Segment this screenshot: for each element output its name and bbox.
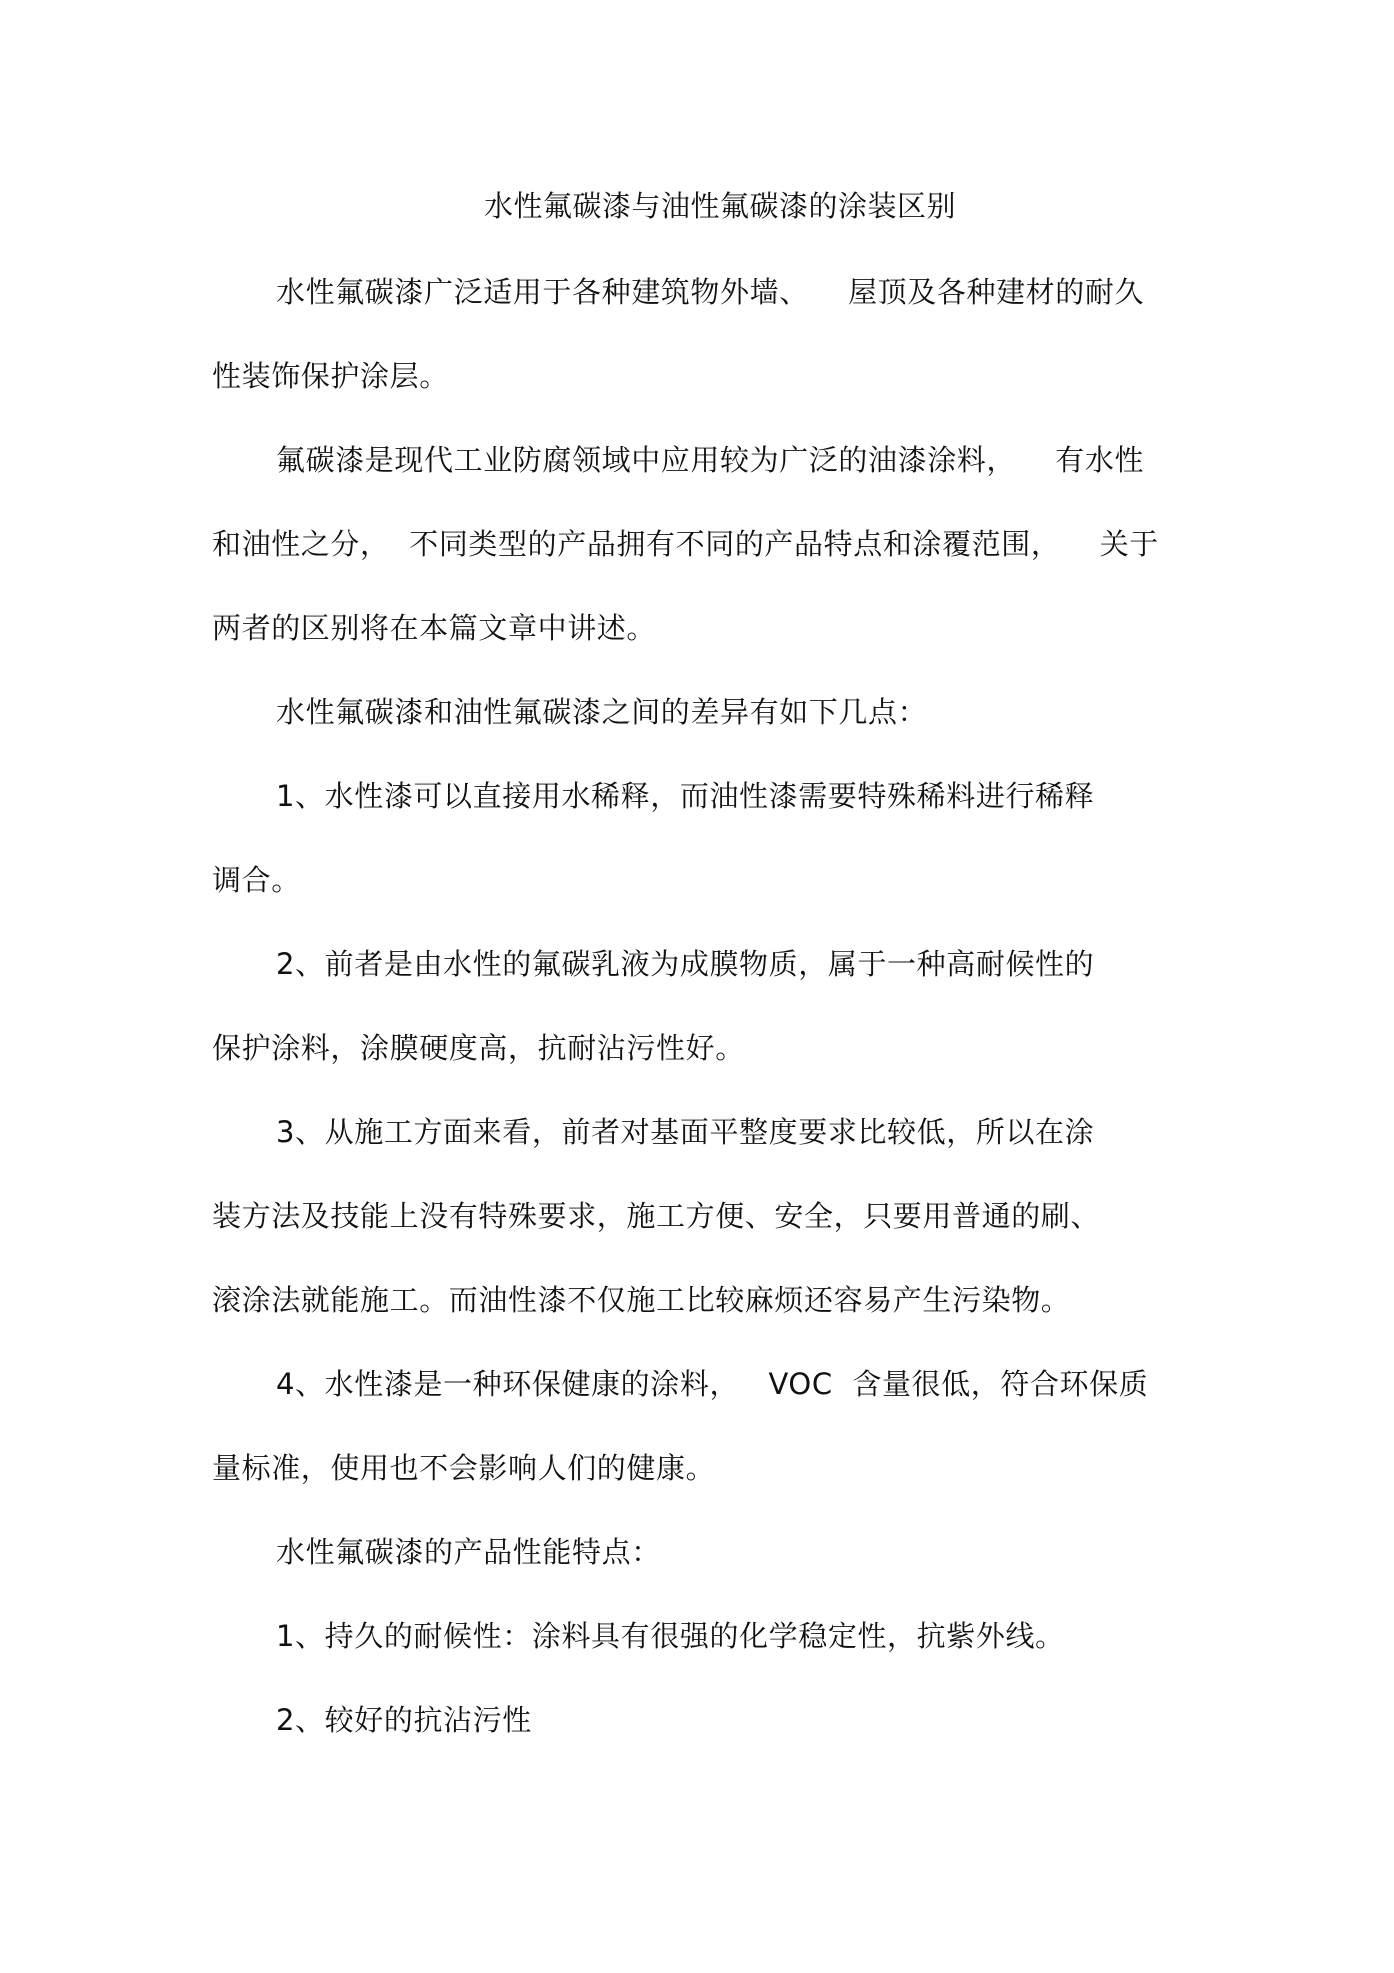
paragraph-line: 1、水性漆可以直接用水稀释，而油性漆需要特殊稀料进行稀释 <box>276 779 1095 813</box>
paragraph-line: 量标准，使用也不会影响人们的健康。 <box>212 1451 716 1485</box>
paragraph-line: 保护涂料，涂膜硬度高，抗耐沾污性好。 <box>212 1031 745 1065</box>
paragraph-line: 4、水性漆是一种环保健康的涂料， VOC 含量很低，符合环保质 <box>276 1367 1149 1401</box>
paragraph-line: 2、前者是由水性的氟碳乳液为成膜物质，属于一种高耐候性的 <box>276 947 1095 981</box>
paragraph-line: 调合。 <box>212 863 301 897</box>
paragraph-line: 氟碳漆是现代工业防腐领域中应用较为广泛的油漆涂料， 有水性 <box>276 443 1145 477</box>
paragraph-line: 水性氟碳漆的产品性能特点： <box>276 1535 661 1569</box>
paragraph-line: 装方法及技能上没有特殊要求，施工方便、安全，只要用普通的刷、 <box>212 1199 1101 1233</box>
paragraph-line: 水性氟碳漆广泛适用于各种建筑物外墙、 屋顶及各种建材的耐久 <box>276 275 1145 309</box>
paragraph-line: 3、从施工方面来看，前者对基面平整度要求比较低，所以在涂 <box>276 1115 1095 1149</box>
paragraph-line: 滚涂法就能施工。而油性漆不仅施工比较麻烦还容易产生污染物。 <box>212 1283 1071 1317</box>
paragraph-line: 1、持久的耐候性：涂料具有很强的化学稳定性，抗紫外线。 <box>276 1619 1065 1653</box>
paragraph-line: 2、较好的抗沾污性 <box>276 1703 532 1737</box>
paragraph-line: 水性氟碳漆和油性氟碳漆之间的差异有如下几点： <box>276 695 928 729</box>
paragraph-line: 两者的区别将在本篇文章中讲述。 <box>212 611 657 645</box>
paragraph-line: 性装饰保护涂层。 <box>212 359 449 393</box>
paragraph-line: 和油性之分， 不同类型的产品拥有不同的产品特点和涂覆范围， 关于 <box>212 527 1159 561</box>
document-title: 水性氟碳漆与油性氟碳漆的涂装区别 <box>483 189 956 223</box>
